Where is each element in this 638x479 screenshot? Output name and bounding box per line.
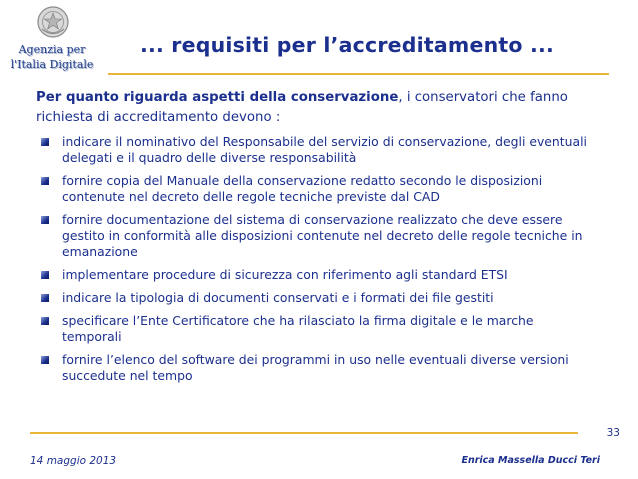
list-item-text: fornire copia del Manuale della conservazione redatto secondo le disposizioni contenute nel decreto delle regole tecniche previste dal CAD: [62, 173, 543, 204]
square-bullet-icon: [41, 216, 49, 224]
title-divider: [108, 73, 609, 75]
list-item-text: indicare la tipologia di documenti conservati e i formati dei file gestiti: [62, 290, 494, 305]
agency-logo-text: [0, 42, 104, 72]
agency-name-line1: Agenzia per: [18, 43, 86, 56]
list-item-text: implementare procedure di sicurezza con riferimento agli standard ETSI: [62, 267, 508, 282]
list-item: [36, 290, 596, 306]
slide-title: ... requisiti per l’accreditamento ...: [140, 33, 554, 57]
intro-bold-text: Per quanto riguarda aspetti della conservazione: [36, 90, 399, 105]
list-item-text: fornire l’elenco del software dei programmi in uso nelle eventuali diverse versioni succedute nel tempo: [62, 352, 569, 383]
square-bullet-icon: [41, 294, 49, 302]
list-item: [36, 267, 596, 283]
italian-republic-emblem-icon: [36, 5, 70, 39]
square-bullet-icon: [41, 356, 49, 364]
list-item-text: specificare l’Ente Certificatore che ha rilasciato la firma digitale e le marche temporali: [62, 313, 534, 344]
list-item-text: indicare il nominativo del Responsabile del servizio di conservazione, degli eventuali delegati e il quadro delle diverse responsabilità: [62, 134, 587, 165]
list-item-text: fornire documentazione del sistema di conservazione realizzato che deve essere gestito in conformità alle disposizioni contenute nel decreto delle regole tecniche in emanazione: [62, 212, 583, 259]
square-bullet-icon: [41, 138, 49, 146]
page-number: 33: [606, 427, 620, 439]
square-bullet-icon: [41, 271, 49, 279]
footer-author: Enrica Massella Ducci Teri: [461, 455, 600, 466]
slide-body: [36, 88, 596, 391]
footer-date: 14 maggio 2013: [30, 455, 117, 467]
square-bullet-icon: [41, 317, 49, 325]
square-bullet-icon: [41, 177, 49, 185]
list-item: [36, 352, 596, 384]
requirements-list: [36, 134, 596, 384]
list-item: [36, 212, 596, 260]
list-item: [36, 134, 596, 166]
list-item: [36, 173, 596, 205]
intro-paragraph: [36, 88, 596, 128]
intro-text: , i conservatori che fanno richiesta di accreditamento devono :: [36, 90, 568, 125]
agency-name-line2: l'Italia Digitale: [10, 58, 94, 71]
footer-divider: [30, 432, 578, 434]
list-item: [36, 313, 596, 345]
